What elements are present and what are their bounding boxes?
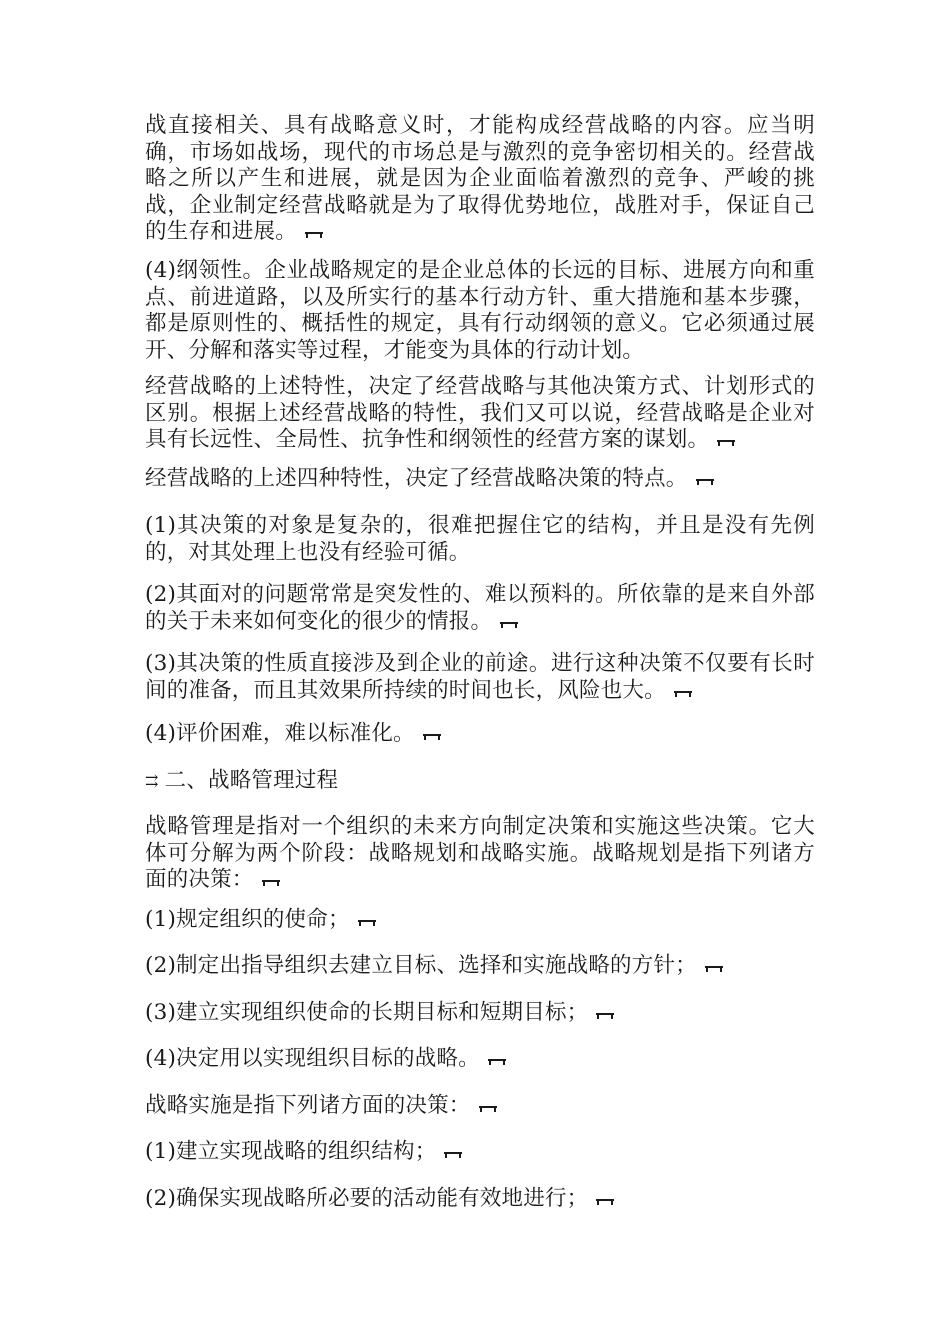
- paragraph-text: 经营战略的上述四种特性，决定了经营战略决策的特点。: [145, 466, 688, 491]
- list-item-text: (2)制定出指导组织去建立目标、选择和实施战略的方针；: [145, 953, 697, 978]
- list-item: [145, 1139, 815, 1166]
- list-item: [145, 1186, 815, 1213]
- paragraph-mark-icon: [596, 1195, 614, 1207]
- section-heading: [145, 768, 815, 795]
- paragraph-text: (4)评价困难，难以标准化。: [145, 721, 415, 746]
- paragraph-mark-icon: [717, 436, 735, 448]
- paragraph-text: 战略实施是指下列诸方面的决策：: [145, 1093, 471, 1118]
- paragraph-mark-icon: [500, 618, 518, 630]
- paragraph: [145, 113, 815, 246]
- paragraph-mark-icon: [674, 687, 692, 699]
- heading-marker: ⇉: [145, 771, 159, 790]
- paragraph: [145, 513, 815, 566]
- paragraph-text: 战略管理是指对一个组织的未来方向制定决策和实施这些决策。它大体可分解为两个阶段：战略规划和战略实施。战略规划是指下列诸方面的决策：: [145, 814, 815, 892]
- paragraph-text: (3)其决策的性质直接涉及到企业的前途。进行这种决策不仅要有长时间的准备，而且其效果所持续的时间也长，风险也大。: [145, 651, 815, 703]
- paragraph-mark-icon: [423, 730, 441, 742]
- paragraph-mark-icon: [444, 1148, 462, 1160]
- paragraph-mark-icon: [262, 876, 280, 888]
- list-item: [145, 953, 815, 980]
- paragraph-text: 战直接相关、具有战略意义时，才能构成经营战略的内容。应当明确，市场如战场，现代的市场总是与激烈的竞争密切相关的。经营战略之所以产生和进展，就是因为企业面临着激烈的竞争、严峻的挑战，企业制定经营战略就是为了取得优势地位，战胜对手，保证自己的生存和进展。: [145, 113, 815, 244]
- paragraph: [145, 258, 815, 364]
- paragraph-mark-icon: [596, 1009, 614, 1021]
- paragraph-text: (2)其面对的问题常常是突发性的、难以预料的。所依靠的是来自外部的关于未来如何变化的很少的情报。: [145, 582, 815, 634]
- list-item-text: (1)建立实现战略的组织结构；: [145, 1139, 437, 1164]
- list-item-text: (4)决定用以实现组织目标的战略。: [145, 1046, 480, 1071]
- list-item-text: (2)确保实现战略所必要的活动能有效地进行；: [145, 1186, 589, 1211]
- paragraph: [145, 1093, 815, 1120]
- list-item: [145, 907, 815, 934]
- paragraph-mark-icon: [705, 962, 723, 974]
- paragraph: [145, 814, 815, 894]
- heading-text: 二、战略管理过程: [164, 768, 339, 793]
- paragraph-mark-icon: [488, 1055, 506, 1067]
- paragraph: [145, 374, 815, 454]
- paragraph-text: 经营战略的上述特性，决定了经营战略与其他决策方式、计划形式的区别。根据上述经营战略的特性，我们又可以说，经营战略是企业对具有长远性、全局性、抗争性和纲领性的经营方案的谋划。: [145, 374, 815, 452]
- paragraph-text: (4)纲领性。企业战略规定的是企业总体的长远的目标、进展方向和重点、前进道路，以及所实行的基本行动方针、重大措施和基本步骤，都是原则性的、概括性的规定，具有行动纲领的意义。它必须通过展开、分解和落实等过程，才能变为具体的行动计划。: [145, 258, 815, 363]
- list-item: [145, 1046, 815, 1073]
- paragraph-mark-icon: [696, 475, 714, 487]
- list-item: [145, 1000, 815, 1027]
- paragraph-mark-icon: [305, 228, 323, 240]
- paragraph: [145, 651, 815, 704]
- paragraph-text: (1)其决策的对象是复杂的，很难把握住它的结构，并且是没有先例的，对其处理上也没有经验可循。: [145, 513, 815, 565]
- paragraph: [145, 582, 815, 635]
- paragraph: [145, 466, 815, 493]
- list-item-text: (1)规定组织的使命；: [145, 907, 350, 932]
- paragraph-mark-icon: [358, 916, 376, 928]
- list-item-text: (3)建立实现组织使命的长期目标和短期目标；: [145, 1000, 589, 1025]
- paragraph: [145, 721, 815, 748]
- paragraph-mark-icon: [479, 1102, 497, 1114]
